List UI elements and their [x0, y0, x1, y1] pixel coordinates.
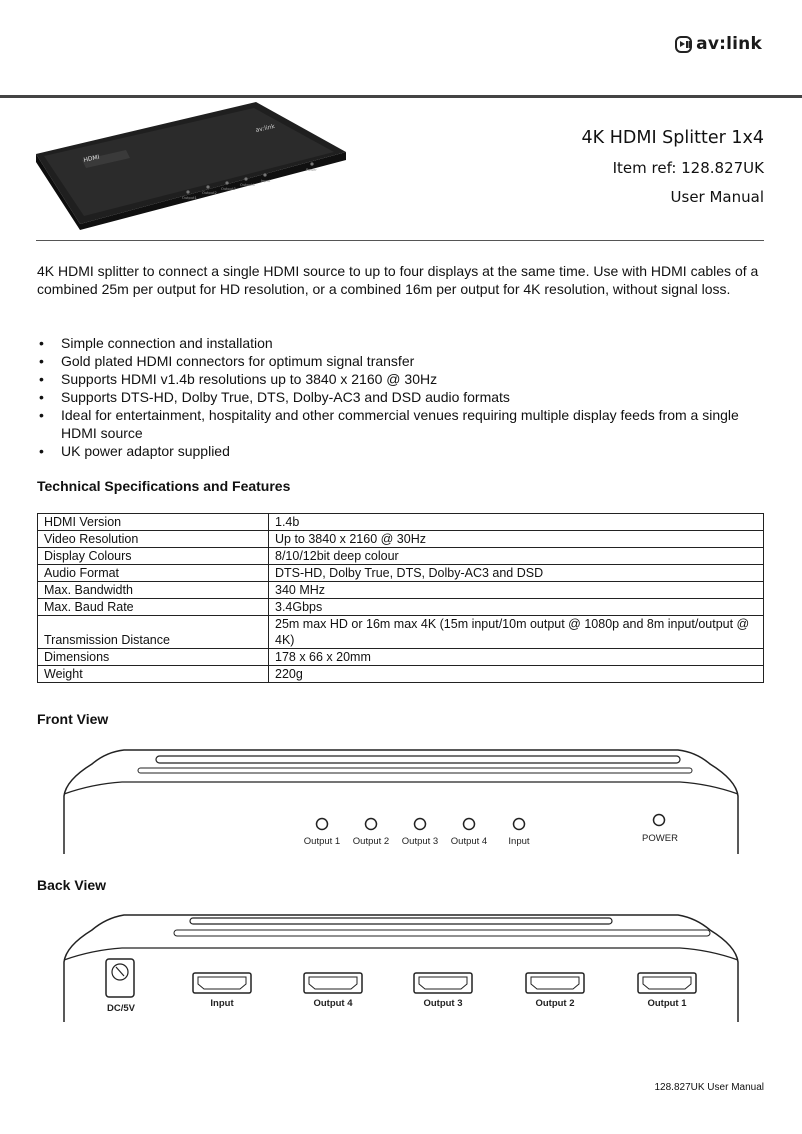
photo-port-label: Input [261, 179, 271, 183]
photo-port-label: Output2 [202, 191, 217, 195]
table-row [38, 616, 764, 649]
page-title: 4K HDMI Splitter 1x4 [581, 128, 764, 148]
back-label-output-1: Output 1 [647, 998, 687, 1009]
back-label-output-3: Output 3 [423, 998, 463, 1009]
spec-value: 1.4b [269, 514, 764, 531]
product-photo [34, 102, 350, 230]
back-label-output-4: Output 4 [313, 998, 353, 1009]
spec-key: Weight [38, 666, 269, 683]
table-row [38, 666, 764, 683]
back-label-dc: DC/5V [107, 1003, 135, 1014]
spec-heading: Technical Specifications and Features [37, 478, 291, 494]
bullet-icon: • [39, 353, 44, 369]
list-item: • Supports DTS-HD, Dolby True, DTS, Dolby-AC3 and DSD audio formats [39, 389, 510, 405]
spec-key: HDMI Version [38, 514, 269, 531]
table-row [38, 649, 764, 666]
front-led-output-4 [464, 819, 475, 830]
section-divider [36, 240, 764, 241]
document-type: User Manual [670, 188, 764, 206]
spec-key: Display Colours [38, 548, 269, 565]
photo-port-label: Output1 [182, 196, 197, 200]
back-label-input: Input [210, 998, 234, 1009]
back-view-heading: Back View [37, 877, 107, 893]
hdmi-port-output-1 [638, 973, 696, 993]
front-label-output-4: Output 4 [450, 836, 488, 847]
photo-brand-label: av:link [254, 123, 276, 134]
bullet-icon: • [39, 335, 44, 351]
list-item: • Ideal for entertainment, hospitality and other commercial venues requiring multiple display feeds from a single HDMI source [39, 407, 739, 441]
photo-hdmi-label: HDMI [82, 153, 101, 164]
spec-value: 340 MHz [269, 582, 764, 599]
header-divider [0, 95, 802, 98]
front-view-heading: Front View [37, 711, 109, 727]
photo-led-output2 [206, 185, 209, 188]
bullet-icon: • [39, 389, 44, 405]
photo-power-label: Power [306, 168, 317, 172]
hdmi-port-output-2 [526, 973, 584, 993]
front-led-output-3 [415, 819, 426, 830]
item-reference: Item ref: 128.827UK [612, 159, 764, 177]
bullet-icon: • [39, 443, 44, 459]
front-label-output-1: Output 1 [303, 836, 341, 847]
front-label-output-2: Output 2 [352, 836, 390, 847]
list-item: • Simple connection and installation [39, 335, 273, 351]
photo-led-output3 [225, 181, 228, 184]
spec-key: Max. Bandwidth [38, 582, 269, 599]
brand-logo [675, 34, 762, 54]
hdmi-port-output-4 [304, 973, 362, 993]
front-label-input: Input [508, 836, 530, 847]
back-view-diagram [62, 910, 740, 1024]
hdmi-port-output-3 [414, 973, 472, 993]
front-label-power: POWER [642, 833, 678, 844]
front-led-output-2 [366, 819, 377, 830]
spec-key: Dimensions [38, 649, 269, 666]
spec-table [37, 513, 764, 683]
hdmi-port-input [193, 973, 251, 993]
front-label-output-3: Output 3 [401, 836, 439, 847]
list-item: • UK power adaptor supplied [39, 443, 230, 459]
front-led-output-1 [317, 819, 328, 830]
bullet-icon: • [39, 407, 44, 423]
table-row [38, 514, 764, 531]
spec-key: Max. Baud Rate [38, 599, 269, 616]
bullet-icon: • [39, 371, 44, 387]
table-row [38, 599, 764, 616]
table-row [38, 548, 764, 565]
page-footer: 128.827UK User Manual [654, 1082, 764, 1093]
title-block [582, 128, 764, 206]
back-label-output-2: Output 2 [535, 998, 575, 1009]
photo-port-label: Output4 [240, 183, 255, 187]
photo-port-label: Output3 [221, 187, 236, 191]
intro-paragraph: 4K HDMI splitter to connect a single HDMI source to up to four displays at the same time. Use with HDMI cables of a combined 25m per output for HD resolution, or a combined 16m per output for 4K resolution, without signal loss. [37, 263, 759, 297]
brand-logo-text: av:link [696, 34, 762, 54]
feature-list [37, 334, 763, 460]
list-item: • Supports HDMI v1.4b resolutions up to 3840 x 2160 @ 30Hz [39, 371, 438, 387]
table-row [38, 531, 764, 548]
list-item: • Gold plated HDMI connectors for optimum signal transfer [39, 353, 415, 369]
spec-value: 3.4Gbps [269, 599, 764, 616]
photo-led-output1 [186, 190, 189, 193]
play-pause-icon [675, 36, 692, 53]
spec-value: 8/10/12bit deep colour [269, 548, 764, 565]
spec-key: Audio Format [38, 565, 269, 582]
spec-value: DTS-HD, Dolby True, DTS, Dolby-AC3 and DSD [269, 565, 764, 582]
front-view-diagram [62, 744, 740, 856]
table-row [38, 582, 764, 599]
table-row [38, 565, 764, 582]
spec-value: 178 x 66 x 20mm [269, 649, 764, 666]
front-led-input [514, 819, 525, 830]
dc-jack-port [106, 959, 134, 997]
spec-value: 25m max HD or 16m max 4K (15m input/10m output @ 1080p and 8m input/output @ 4K) [269, 616, 764, 649]
spec-value: 220g [269, 666, 764, 683]
photo-led-output4 [244, 177, 247, 180]
spec-value: Up to 3840 x 2160 @ 30Hz [269, 531, 764, 548]
photo-led-input [263, 173, 266, 176]
front-led-power [654, 815, 665, 826]
spec-key: Transmission Distance [38, 616, 269, 649]
spec-key: Video Resolution [38, 531, 269, 548]
photo-led-power [310, 162, 313, 165]
